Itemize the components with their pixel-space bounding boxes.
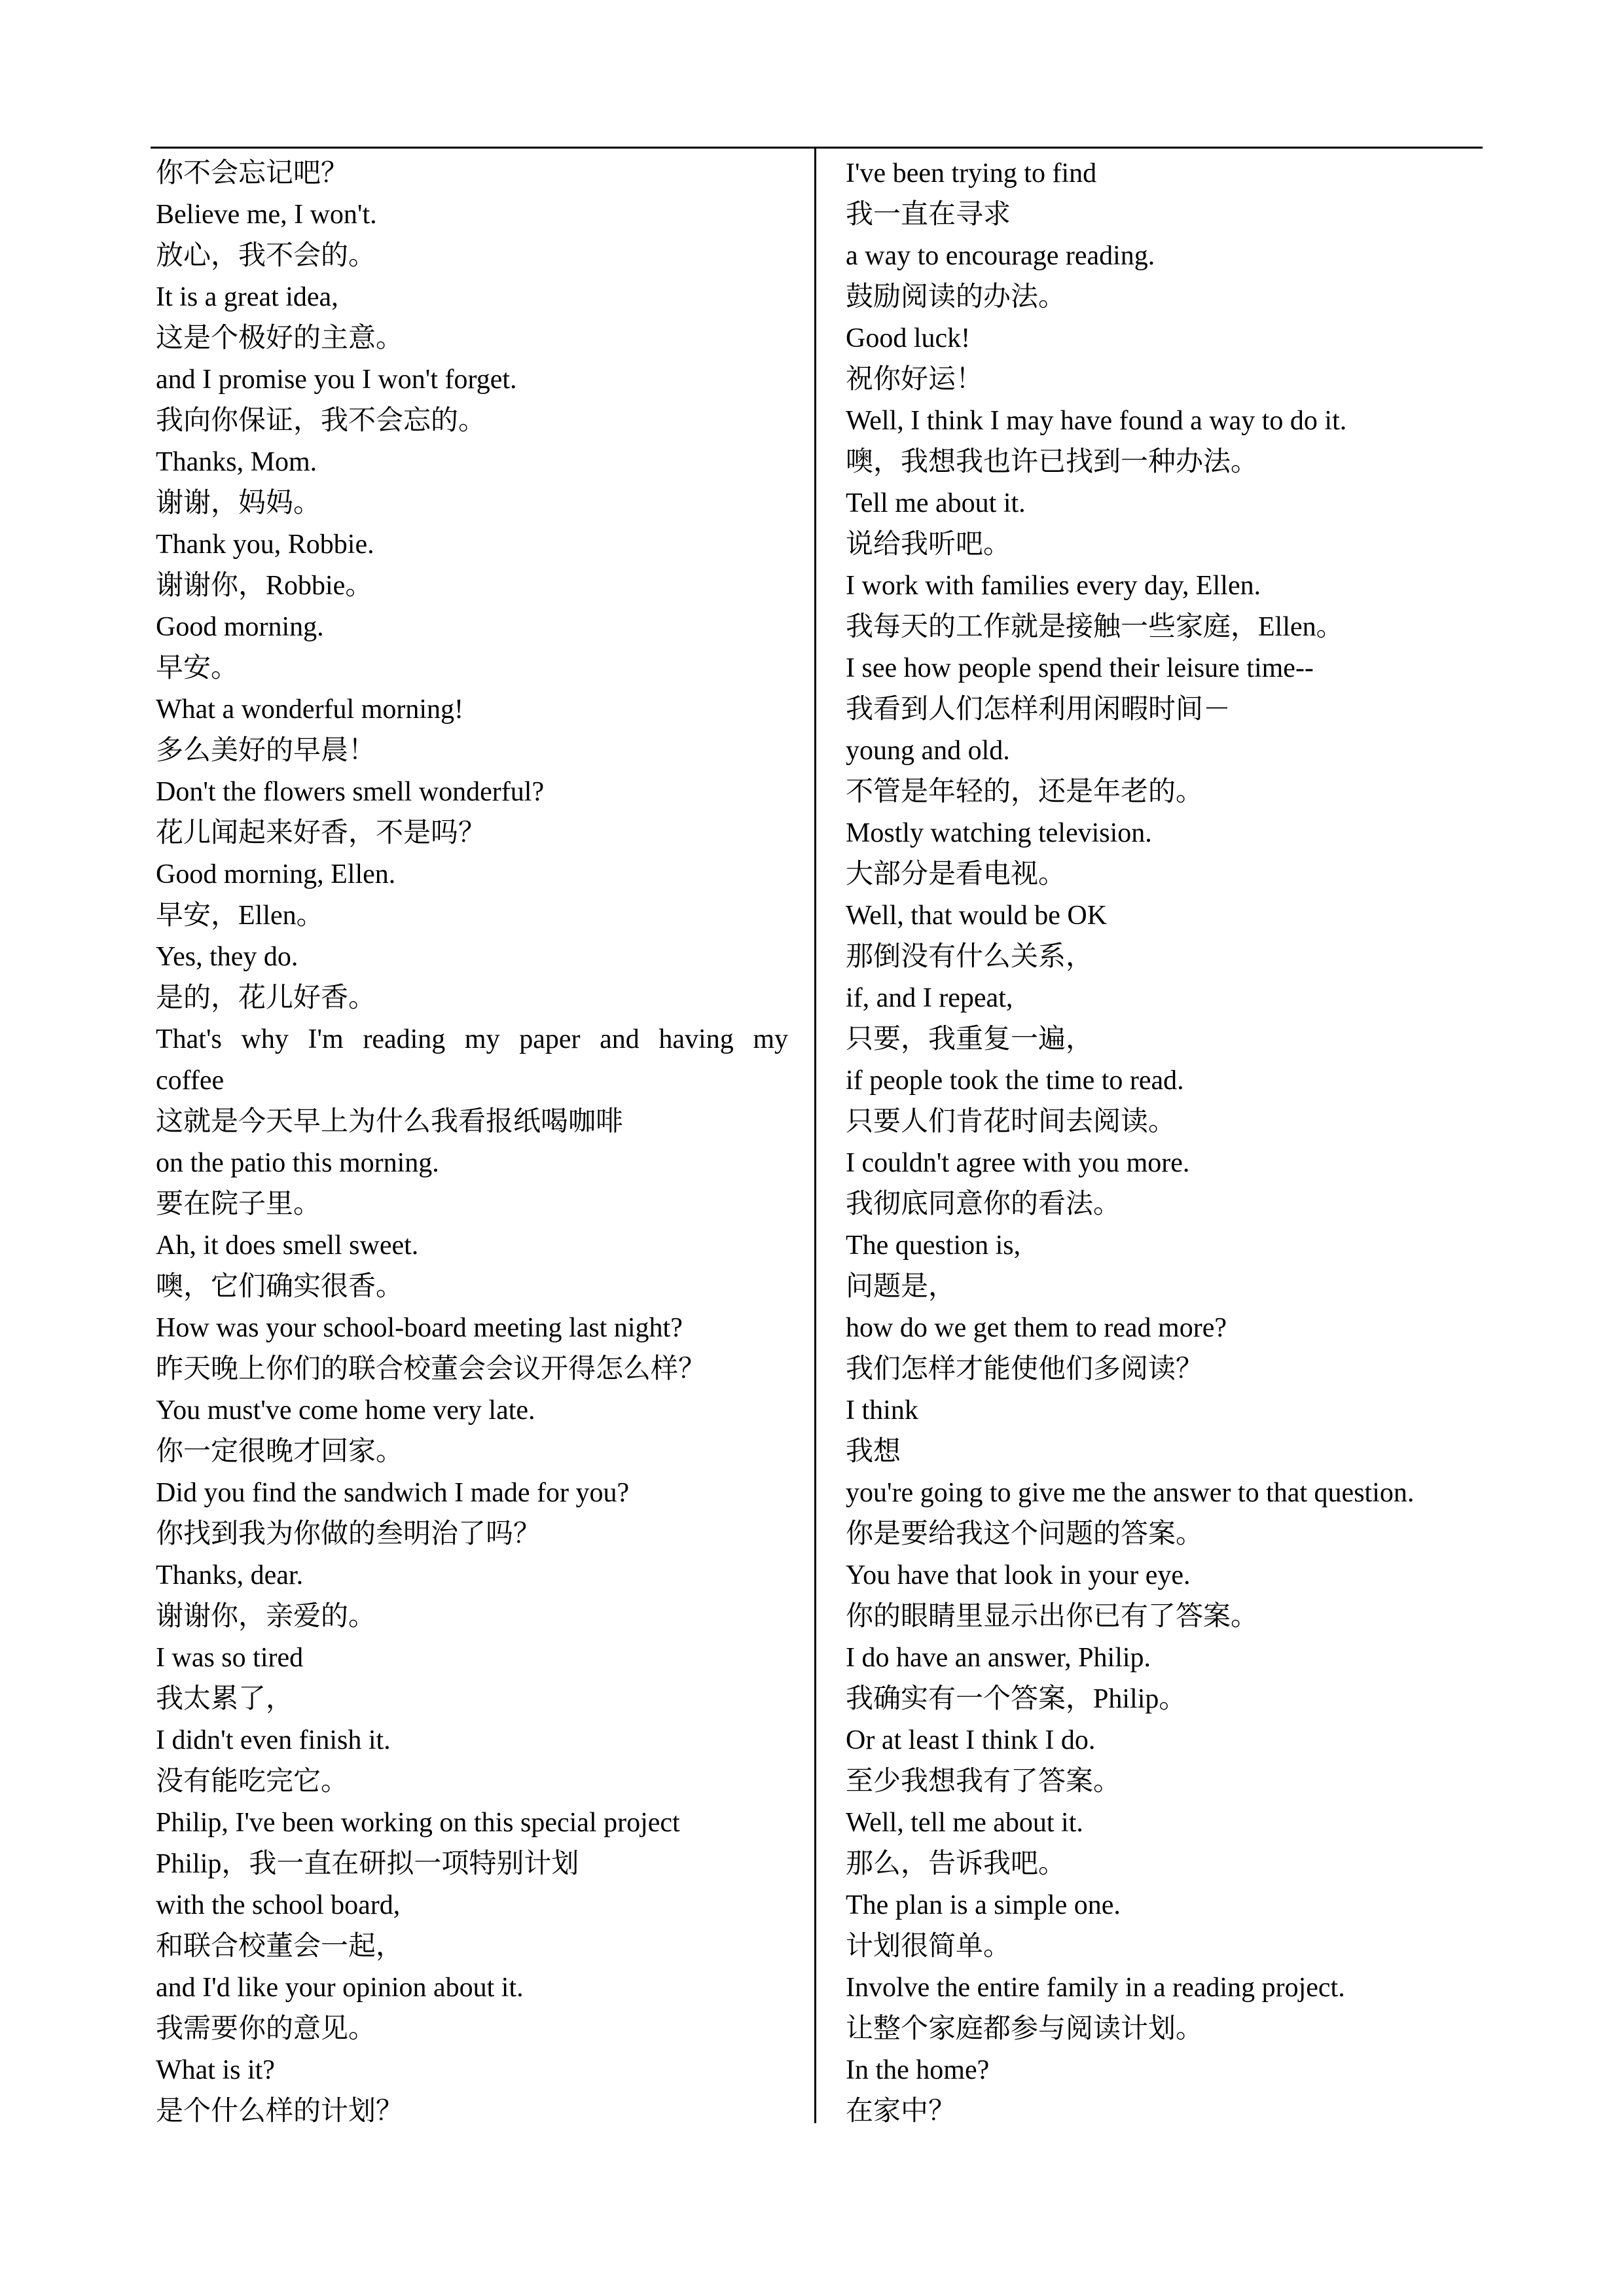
dialogue-line: Tell me about it. xyxy=(846,488,1026,518)
dialogue-line: 早安。 xyxy=(156,653,239,683)
dialogue-line: 你一定很晚才回家。 xyxy=(156,1437,404,1467)
dialogue-line: and I promise you I won't forget. xyxy=(156,365,517,395)
dialogue-line: Good morning. xyxy=(156,612,324,642)
dialogue-line: Good morning, Ellen. xyxy=(156,859,396,889)
dialogue-line: 计划很简单。 xyxy=(846,1931,1011,1962)
dialogue-line: Don't the flowers smell wonderful? xyxy=(156,777,545,807)
dialogue-line: The question is, xyxy=(846,1230,1021,1261)
column-divider xyxy=(814,147,816,2123)
right-column xyxy=(846,153,1474,2132)
dialogue-line: Believe me, I won't. xyxy=(156,200,377,230)
dialogue-line: Or at least I think I do. xyxy=(846,1725,1096,1755)
dialogue-line: 多么美好的早晨！ xyxy=(156,736,376,766)
dialogue-line: 我太累了， xyxy=(156,1684,294,1714)
dialogue-line: if, and I repeat, xyxy=(846,983,1013,1013)
dialogue-line: In the home? xyxy=(846,2055,990,2085)
dialogue-line: 大部分是看电视。 xyxy=(846,859,1066,889)
dialogue-line: Well, that would be OK xyxy=(846,901,1108,931)
dialogue-line: 早安，Ellen。 xyxy=(156,901,324,931)
dialogue-line: The plan is a simple one. xyxy=(846,1890,1121,1920)
dialogue-line: 祝你好运！ xyxy=(846,365,984,395)
dialogue-line: 我一直在寻求 xyxy=(846,200,1011,230)
dialogue-line: 噢，它们确实很香。 xyxy=(156,1272,404,1302)
dialogue-line: 你的眼睛里显示出你已有了答案。 xyxy=(846,1602,1259,1632)
dialogue-line: 没有能吃完它。 xyxy=(156,1767,349,1797)
dialogue-line: a way to encourage reading. xyxy=(846,241,1155,271)
dialogue-line: 你找到我为你做的叁明治了吗？ xyxy=(156,1519,541,1549)
dialogue-line: What is it? xyxy=(156,2055,275,2085)
dialogue-line: I think xyxy=(846,1395,918,1426)
dialogue-line: 在家中？ xyxy=(846,2096,956,2126)
dialogue-line: 我彻底同意你的看法。 xyxy=(846,1189,1121,1219)
dialogue-line: 至少我想我有了答案。 xyxy=(846,1767,1121,1797)
dialogue-line: 谢谢你，亲爱的。 xyxy=(156,1602,376,1632)
dialogue-line: I see how people spend their leisure time-- xyxy=(846,653,1314,683)
dialogue-line: 噢，我想我也许已找到一种办法。 xyxy=(846,447,1259,477)
dialogue-line: 你不会忘记吧？ xyxy=(156,158,349,188)
dialogue-line: 说给我听吧。 xyxy=(846,529,1011,560)
dialogue-line: Philip，我一直在研拟一项特别计划 xyxy=(156,1849,579,1879)
dialogue-line: on the patio this morning. xyxy=(156,1148,439,1178)
dialogue-line: I couldn't agree with you more. xyxy=(846,1148,1190,1178)
dialogue-line: 问题是， xyxy=(846,1272,956,1302)
dialogue-line: 那么，告诉我吧。 xyxy=(846,1849,1066,1879)
dialogue-line: coffee xyxy=(156,1066,225,1096)
dialogue-line: 要在院子里。 xyxy=(156,1189,321,1219)
dialogue-line: and I'd like your opinion about it. xyxy=(156,1973,524,2003)
dialogue-line: 你是要给我这个问题的答案。 xyxy=(846,1519,1204,1549)
dialogue-line: 不管是年轻的，还是年老的。 xyxy=(846,777,1204,807)
top-rule xyxy=(151,147,1483,149)
dialogue-line: 让整个家庭都参与阅读计划。 xyxy=(846,2014,1204,2044)
dialogue-line: 昨天晚上你们的联合校董会会议开得怎么样？ xyxy=(156,1354,706,1384)
dialogue-line: Involve the entire family in a reading project. xyxy=(846,1973,1345,2003)
dialogue-line: 那倒没有什么关系， xyxy=(846,942,1094,972)
dialogue-line: I didn't even finish it. xyxy=(156,1725,391,1755)
dialogue-line: you're going to give me the answer to that question. xyxy=(846,1478,1415,1508)
dialogue-line: 我向你保证，我不会忘的。 xyxy=(156,406,486,436)
dialogue-line: Well, I think I may have found a way to do it. xyxy=(846,406,1347,436)
dialogue-line: Thanks, dear. xyxy=(156,1560,304,1590)
dialogue-line: Good luck! xyxy=(846,323,971,353)
dialogue-line: 放心，我不会的。 xyxy=(156,241,376,271)
dialogue-line: I do have an answer, Philip. xyxy=(846,1643,1151,1673)
dialogue-line: 谢谢你，Robbie。 xyxy=(156,571,373,601)
dialogue-line: Yes, they do. xyxy=(156,942,298,972)
dialogue-line: 只要，我重复一遍， xyxy=(846,1024,1094,1054)
dialogue-line: Philip, I've been working on this special project xyxy=(156,1808,680,1838)
dialogue-line: young and old. xyxy=(846,736,1010,766)
dialogue-line: Well, tell me about it. xyxy=(846,1808,1083,1838)
dialogue-line: It is a great idea, xyxy=(156,282,338,312)
dialogue-line: Mostly watching television. xyxy=(846,818,1152,848)
dialogue-line: 我想 xyxy=(846,1437,901,1467)
dialogue-line: I work with families every day, Ellen. xyxy=(846,571,1261,601)
dialogue-line: Ah, it does smell sweet. xyxy=(156,1230,419,1261)
dialogue-line: 只要人们肯花时间去阅读。 xyxy=(846,1107,1176,1137)
dialogue-line: if people took the time to read. xyxy=(846,1066,1184,1096)
dialogue-line: with the school board, xyxy=(156,1890,401,1920)
dialogue-line: 这就是今天早上为什么我看报纸喝咖啡 xyxy=(156,1107,624,1137)
dialogue-line: Thank you, Robbie. xyxy=(156,529,374,560)
dialogue-line: 是个什么样的计划？ xyxy=(156,2096,404,2126)
dialogue-line: That's why I'm reading my paper and having my xyxy=(156,1024,788,1054)
dialogue-line: how do we get them to read more? xyxy=(846,1313,1227,1343)
dialogue-line: 我看到人们怎样利用闲暇时间－ xyxy=(846,694,1231,725)
dialogue-line: 和联合校董会一起， xyxy=(156,1931,404,1962)
dialogue-line: You have that look in your eye. xyxy=(846,1560,1191,1590)
dialogue-line: 我每天的工作就是接触一些家庭，Ellen。 xyxy=(846,612,1344,642)
dialogue-line: 是的，花儿好香。 xyxy=(156,983,376,1013)
dialogue-line: 我确实有一个答案，Philip。 xyxy=(846,1684,1187,1714)
dialogue-line: I was so tired xyxy=(156,1643,304,1673)
dialogue-line: 谢谢，妈妈。 xyxy=(156,488,321,518)
left-column xyxy=(156,153,788,2132)
dialogue-line: Thanks, Mom. xyxy=(156,447,317,477)
dialogue-line: You must've come home very late. xyxy=(156,1395,535,1426)
dialogue-line: Did you find the sandwich I made for you? xyxy=(156,1478,630,1508)
dialogue-line: 这是个极好的主意。 xyxy=(156,323,404,353)
dialogue-line: What a wonderful morning! xyxy=(156,694,464,725)
dialogue-line: How was your school-board meeting last night? xyxy=(156,1313,683,1343)
dialogue-line: 鼓励阅读的办法。 xyxy=(846,282,1066,312)
dialogue-line: 我们怎样才能使他们多阅读？ xyxy=(846,1354,1204,1384)
dialogue-line: I've been trying to find xyxy=(846,158,1097,188)
dialogue-line: 花儿闻起来好香，不是吗？ xyxy=(156,818,486,848)
dialogue-line: 我需要你的意见。 xyxy=(156,2014,376,2044)
